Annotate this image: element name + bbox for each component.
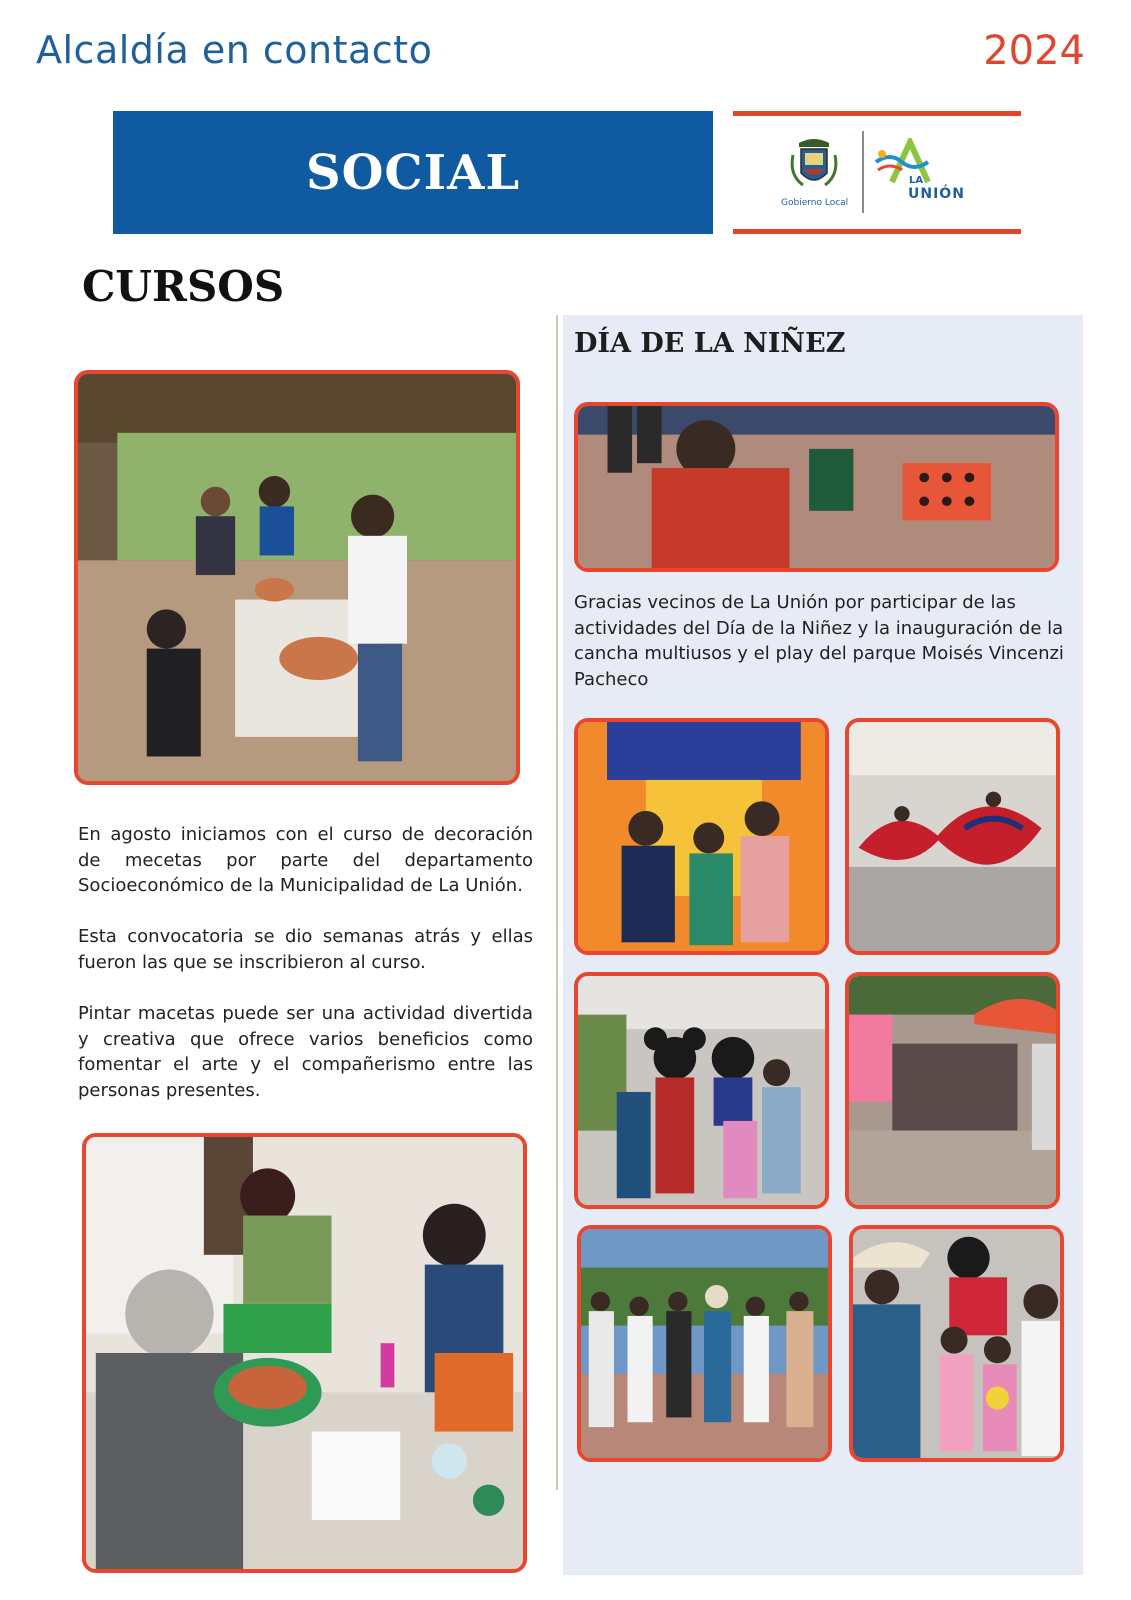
photo-cursos-class xyxy=(74,370,520,785)
la-union-logo xyxy=(872,138,942,186)
section-banner xyxy=(113,111,713,234)
photo-ninez-group xyxy=(577,1225,832,1462)
photo-ninez-game xyxy=(574,402,1059,572)
section-banner-label: SOCIAL xyxy=(305,144,521,201)
ninez-title: DÍA DE LA NIÑEZ xyxy=(574,328,846,359)
photo-ninez-crowd xyxy=(845,972,1060,1209)
cursos-title: CURSOS xyxy=(82,262,285,311)
logo-la-text: LA xyxy=(909,175,924,186)
photo-ninez-inflatable xyxy=(574,718,829,955)
photo-cursos-painting xyxy=(82,1133,527,1573)
logo-divider xyxy=(862,131,864,213)
ninez-caption: Gracias vecinos de La Unión por participar de las actividades del Día de la Niñez y la inauguración de la cancha multiusos y el play del parque Moisés Vincenzi Pacheco xyxy=(574,592,1064,690)
photo-ninez-ribbon xyxy=(849,1225,1064,1462)
gobierno-local-caption: Gobierno Local xyxy=(781,198,849,208)
logo-union-text: UNIÓN xyxy=(908,186,965,202)
publication-title: Alcaldía en contacto xyxy=(36,28,433,72)
cursos-paragraph-3: Pintar macetas puede ser una actividad divertida y creativa que ofrece varios beneficios como fomentar el arte y el compañerismo entre las personas presentes. xyxy=(78,1003,533,1101)
publication-year: 2024 xyxy=(983,28,1085,74)
column-divider xyxy=(556,315,558,1490)
cursos-paragraph-2: Esta convocatoria se dio semanas atrás y ellas fueron las que se inscribieron al curso. xyxy=(78,926,533,973)
photo-ninez-mascots xyxy=(574,972,829,1209)
photo-ninez-folk-dance xyxy=(845,718,1060,955)
coat-of-arms-logo xyxy=(789,135,839,197)
cursos-paragraph-1: En agosto iniciamos con el curso de decoración de mecetas por parte del departamento Socioeconómico de la Municipalidad de La Unión. xyxy=(78,824,533,896)
